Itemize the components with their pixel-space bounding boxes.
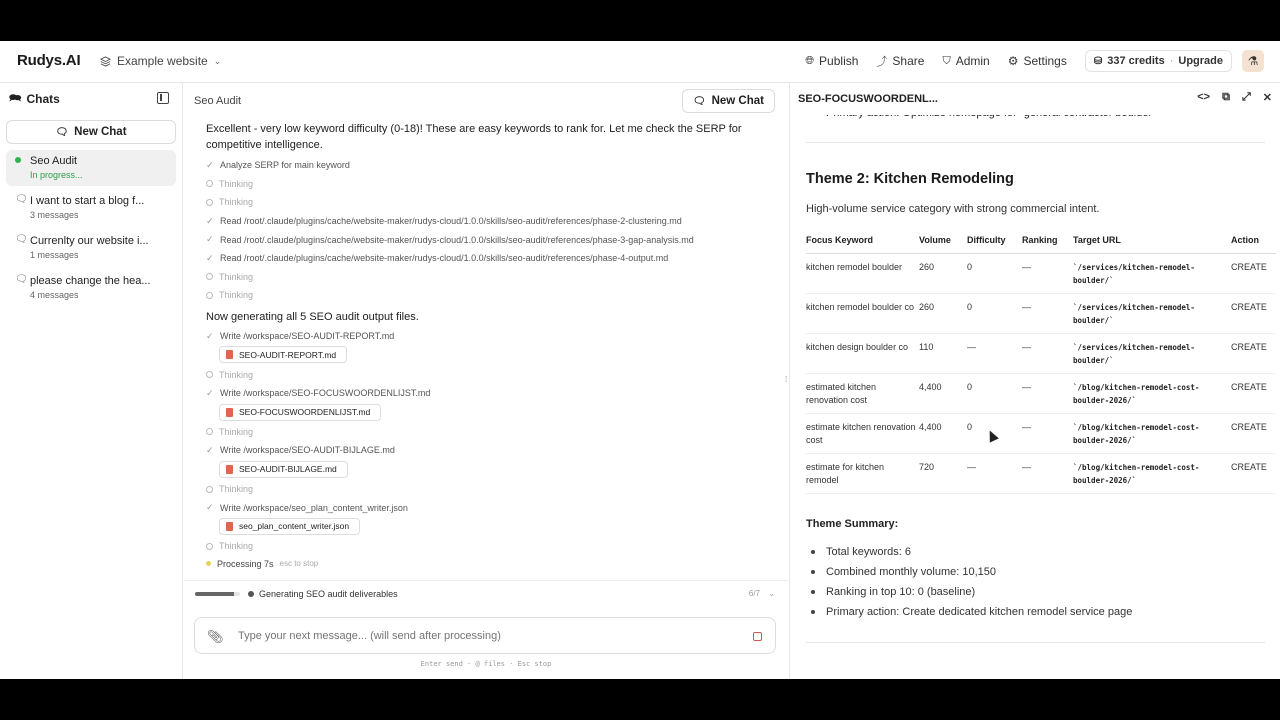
section-intro: High-volume service category with strong commercial intent. (806, 203, 1100, 215)
thinking-step[interactable]: Thinking (206, 480, 766, 499)
chat-item-count: 3 messages (30, 210, 79, 220)
table-header-row (806, 235, 1276, 254)
website-name: Example website (117, 54, 208, 68)
progress-label: Generating SEO audit deliverables (259, 588, 398, 599)
chats-icon: 🗪︎ (9, 92, 22, 104)
share-button[interactable]: ⤴ Share (876, 54, 925, 68)
stop-icon[interactable] (753, 632, 762, 641)
clock-icon (206, 199, 213, 206)
share-icon: ⤴ (876, 56, 888, 68)
upgrade-link[interactable]: Upgrade (1178, 55, 1223, 67)
table-cell: — (967, 454, 1022, 494)
check-icon: ✓ (206, 444, 214, 455)
paperclip-icon[interactable]: 📎︎ (207, 629, 224, 644)
chat-item-count: 4 messages (30, 290, 79, 300)
table-cell: estimate for kitchen remodel (806, 454, 919, 494)
settings-button[interactable]: ⚙ Settings (1007, 54, 1067, 68)
chat-item-title: I want to start a blog f... (30, 195, 145, 207)
layers-icon (100, 56, 111, 67)
table-row (806, 414, 1276, 454)
tool-step[interactable]: ✓ Write /workspace/seo_plan_content_writer.json (206, 502, 408, 513)
tool-step[interactable]: ✓ Read /root/.claude/plugins/cache/website-maker/rudys-cloud/1.0.0/skills/seo-audit/references/phase-4-output.md (206, 252, 669, 264)
check-icon: ✓ (206, 234, 214, 245)
file-chip-row (206, 345, 766, 365)
column-header: Volume (919, 235, 967, 254)
message-composer (194, 617, 776, 654)
table-cell: estimate kitchen renovation cost (806, 414, 919, 454)
table-cell: `/blog/kitchen-remodel-cost-boulder-2026/` (1073, 414, 1231, 454)
sidebar-title: Chats (26, 92, 60, 106)
table-cell: — (1022, 454, 1073, 494)
table-cell: `/services/kitchen-remodel-boulder/` (1073, 294, 1231, 334)
check-icon: ✓ (206, 502, 214, 513)
file-icon (226, 408, 233, 417)
chat-title: Seo Audit (194, 95, 242, 107)
table-cell: kitchen design boulder co (806, 334, 919, 374)
summary-list (806, 544, 1265, 624)
table-cell: 0 (967, 254, 1022, 294)
list-item: Ranking in top 10: 0 (baseline) (806, 584, 1265, 604)
chat-item-status: In progress... (30, 170, 83, 180)
clock-icon (206, 273, 213, 280)
tool-step[interactable]: ✓ Read /root/.claude/plugins/cache/website-maker/rudys-cloud/1.0.0/skills/seo-audit/references/phase-3-gap-analysis.md (206, 234, 694, 245)
coins-icon: ⛁ (1093, 55, 1103, 67)
check-icon: ✓ (206, 330, 214, 341)
message-icon: 🗨︎ (15, 274, 28, 285)
tool-step[interactable]: ✓ Write /workspace/SEO-AUDIT-REPORT.md (206, 330, 395, 342)
check-icon: ✓ (206, 215, 214, 226)
table-cell: estimated kitchen renovation cost (806, 374, 919, 414)
chat-item-website[interactable] (6, 230, 176, 266)
chat-item-title: Currenlty our website i... (30, 235, 149, 247)
chat-item-seo-audit[interactable] (6, 150, 176, 186)
progress-count: 6/7 (748, 589, 760, 598)
chat-item-title: Seo Audit (30, 155, 78, 167)
table-cell: — (1022, 334, 1073, 374)
publish-button[interactable]: 🌐︎ Publish (805, 54, 859, 68)
table-cell: kitchen remodel boulder co (806, 294, 919, 334)
table-cell: CREATE (1231, 294, 1276, 334)
table-cell: `/services/kitchen-remodel-boulder/` (1073, 334, 1231, 374)
list-item: Primary action: Create dedicated kitchen remodel service page (806, 604, 1265, 624)
table-cell: — (1022, 414, 1073, 454)
code-view-icon[interactable]: <> (1197, 91, 1211, 103)
resize-handle[interactable]: ⁞ (785, 375, 788, 384)
check-icon: ✓ (206, 387, 214, 398)
table-cell: 0 (967, 374, 1022, 414)
keyboard-shortcuts-hint: Enter send · @ files · Esc stop (420, 660, 552, 668)
close-icon[interactable]: ✕ (1262, 92, 1272, 104)
table-row (806, 294, 1276, 334)
app-logo[interactable]: Rudys.AI (17, 52, 81, 69)
collapse-sidebar-icon[interactable] (157, 92, 169, 104)
table-cell: 720 (919, 454, 967, 494)
sidebar-new-chat-button[interactable]: 🗨︎ New Chat (6, 120, 176, 144)
column-header: Focus Keyword (806, 235, 919, 254)
section-heading: Theme 2: Kitchen Remodeling (806, 171, 1014, 187)
chat-new-chat-button[interactable]: 🗨︎ New Chat (682, 89, 775, 113)
table-row (806, 254, 1276, 294)
tool-step[interactable]: ✓ Read /root/.claude/plugins/cache/website-maker/rudys-cloud/1.0.0/skills/seo-audit/references/phase-2-clustering.md (206, 215, 682, 227)
table-cell: 110 (919, 334, 967, 374)
status-dot (248, 591, 254, 597)
table-cell: `/blog/kitchen-remodel-cost-boulder-2026/` (1073, 374, 1231, 414)
table-cell: CREATE (1231, 254, 1276, 294)
thinking-step[interactable]: Thinking (206, 537, 766, 556)
table-cell: `/services/kitchen-remodel-boulder/` (1073, 254, 1231, 294)
assistant-message: Now generating all 5 SEO audit output files. (206, 310, 419, 323)
table-row (806, 454, 1276, 494)
clock-icon (206, 428, 213, 435)
top-bar (0, 41, 1280, 83)
copy-icon[interactable]: ⧉ (1222, 91, 1230, 103)
globe-icon: 🌐︎ (805, 54, 815, 67)
file-chip[interactable]: SEO-FOCUSWOORDENLIJST.md (219, 404, 381, 421)
tool-step[interactable]: ✓ Analyze SERP for main keyword (206, 159, 350, 171)
message-stream[interactable] (206, 121, 766, 572)
shield-icon: ⛉ (942, 54, 951, 67)
thinking-step[interactable]: Thinking (206, 286, 766, 305)
tool-step[interactable]: ✓ Write /workspace/SEO-AUDIT-BIJLAGE.md (206, 444, 395, 456)
table-cell: 0 (967, 414, 1022, 454)
thinking-step[interactable]: Thinking (206, 175, 766, 194)
table-cell: CREATE (1231, 334, 1276, 374)
thinking-step[interactable]: Thinking (206, 423, 766, 442)
table-cell: — (967, 334, 1022, 374)
clock-icon (206, 371, 213, 378)
table-cell: 260 (919, 254, 967, 294)
table-cell: — (1022, 374, 1073, 414)
divider (806, 142, 1265, 143)
app-window (0, 41, 1280, 679)
chat-item-title: please change the hea... (30, 275, 151, 287)
panel-title: SEO-FOCUSWOORDENL... (798, 93, 938, 105)
chat-item-count: 1 messages (30, 250, 79, 260)
website-selector[interactable] (100, 54, 221, 68)
tool-step[interactable]: ✓ Write /workspace/SEO-FOCUSWOORDENLIJST.md (206, 387, 431, 399)
thinking-step[interactable]: Thinking (206, 268, 766, 287)
clock-icon (206, 180, 213, 187)
list-item: Combined monthly volume: 10,150 (806, 564, 1265, 584)
table-cell: 4,400 (919, 374, 967, 414)
thinking-step[interactable]: Thinking (206, 193, 766, 212)
processing-indicator: Processing 7s esc to stop (206, 556, 766, 572)
admin-button[interactable]: ⛉ Admin (942, 54, 990, 68)
check-icon: ✓ (206, 159, 214, 170)
task-progress[interactable] (184, 580, 788, 606)
expand-icon[interactable]: ⤢ (1241, 91, 1251, 103)
chat-item-header[interactable] (6, 270, 176, 306)
processing-hint: esc to stop (279, 559, 319, 568)
progress-bar (195, 592, 240, 596)
file-chip-row (206, 403, 766, 423)
table-cell: — (1022, 254, 1073, 294)
assistant-message: Excellent - very low keyword difficulty (0-18)! These are easy keywords to rank for. Let me check the SERP for competitive intelligence. (206, 123, 742, 151)
message-icon: 🗨︎ (15, 194, 28, 205)
table-cell: CREATE (1231, 374, 1276, 414)
file-icon (226, 522, 233, 531)
credits-badge[interactable]: ⛁ 337 credits · Upgrade (1085, 50, 1232, 72)
table-cell: `/blog/kitchen-remodel-cost-boulder-2026/` (1073, 454, 1231, 494)
gear-icon: ⚙ (1007, 54, 1019, 68)
user-avatar[interactable] (1242, 50, 1264, 72)
summary-heading: Theme Summary: (806, 518, 899, 530)
table-cell: 4,400 (919, 414, 967, 454)
table-cell: 0 (967, 294, 1022, 334)
column-header: Target URL (1073, 235, 1231, 254)
file-chip[interactable]: SEO-AUDIT-BIJLAGE.md (219, 461, 348, 478)
file-chip[interactable]: SEO-AUDIT-REPORT.md (219, 346, 347, 363)
file-icon (226, 350, 233, 359)
processing-dot (206, 561, 211, 566)
column-header: Difficulty (967, 235, 1022, 254)
column-header: Action (1231, 235, 1276, 254)
column-header: Ranking (1022, 235, 1073, 254)
chats-sidebar (0, 83, 183, 679)
table-row (806, 334, 1276, 374)
divider (806, 642, 1265, 643)
table-cell: 260 (919, 294, 967, 334)
table-cell: — (1022, 294, 1073, 334)
document-content[interactable] (806, 105, 1265, 643)
sidebar-header (0, 83, 182, 115)
file-chip-row (206, 460, 766, 480)
table-cell: CREATE (1231, 414, 1276, 454)
table-cell: kitchen remodel boulder (806, 254, 919, 294)
file-icon (226, 465, 233, 474)
chat-item-blog[interactable] (6, 190, 176, 226)
message-plus-icon: 🗨︎ (692, 95, 706, 107)
chat-pane (184, 83, 788, 679)
panel-header (790, 83, 1280, 115)
keyword-table (806, 235, 1276, 494)
progress-fill (195, 592, 234, 596)
chevron-down-icon: ⌄ (213, 55, 222, 66)
table-cell: CREATE (1231, 454, 1276, 494)
flask-icon: ⚗ (1247, 54, 1259, 68)
thinking-step[interactable]: Thinking (206, 365, 766, 384)
clock-icon (206, 292, 213, 299)
table-row (806, 374, 1276, 414)
check-icon: ✓ (206, 252, 214, 263)
list-item: Total keywords: 6 (806, 544, 1265, 564)
document-preview-panel (789, 83, 1280, 679)
clock-icon (206, 543, 213, 550)
message-icon: 🗨︎ (15, 234, 28, 245)
file-chip-row (206, 517, 766, 537)
chevron-down-icon[interactable]: ⌄ (768, 589, 775, 598)
message-plus-icon: 🗨︎ (55, 126, 69, 138)
message-input[interactable] (238, 627, 718, 645)
top-actions (805, 50, 1264, 72)
file-chip[interactable]: seo_plan_content_writer.json (219, 518, 360, 535)
in-progress-dot (15, 157, 21, 163)
clock-icon (206, 486, 213, 493)
